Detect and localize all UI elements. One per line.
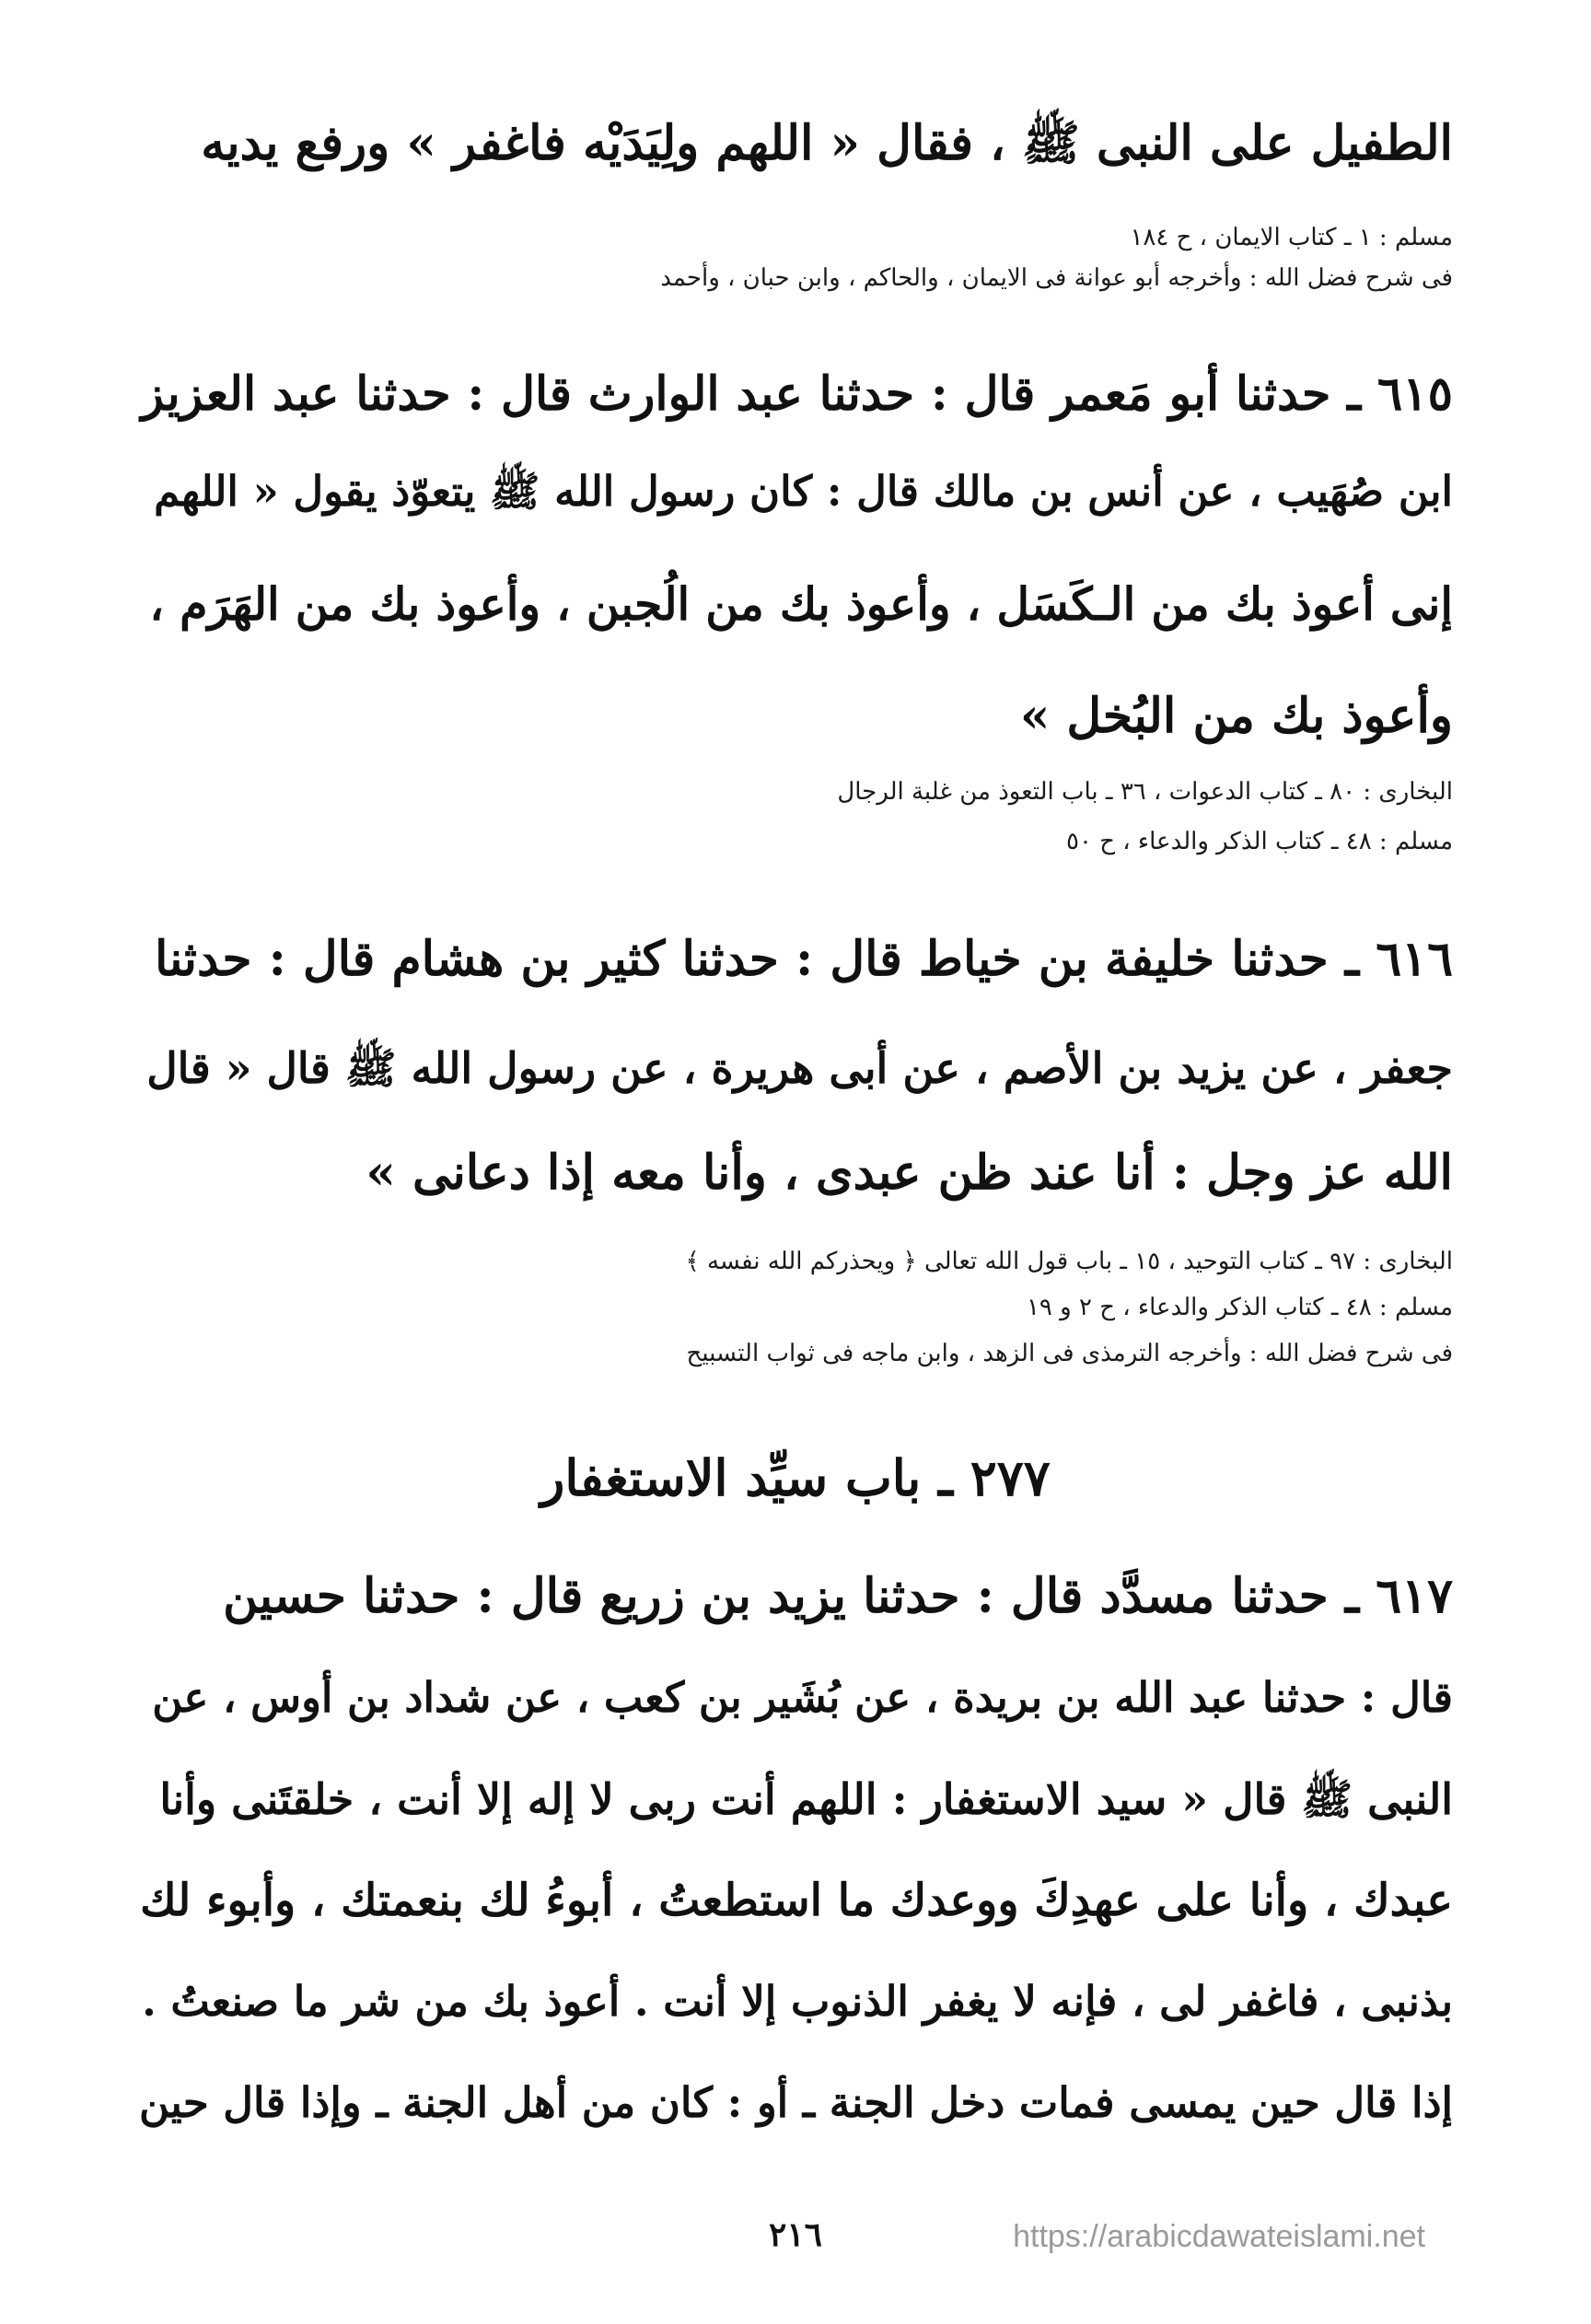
hadith-617-line: النبى ﷺ قال « سيد الاستغفار : اللهم أنت ربى لا إله إلا أنت ، خلقتَنى وأنا (159, 1774, 1453, 1824)
hadith-616-line: الله عز وجل : أنا عند ظن عبدى ، وأنا معه إذا دعانى » (366, 1145, 1453, 1201)
hadith-616-line: ٦١٦ ـ حدثنا خليفة بن خياط قال : حدثنا كثير بن هشام قال : حدثنا (155, 931, 1453, 987)
hadith-617-line: ٦١٧ ـ حدثنا مسدَّد قال : حدثنا يزيد بن زريع قال : حدثنا حسين (223, 1568, 1453, 1624)
page-number: ٢١٦ (768, 2215, 822, 2254)
footnote-line: البخارى : ٨٠ ـ كتاب الدعوات ، ٣٦ ـ باب التعوذ من غلبة الرجال (837, 778, 1453, 806)
watermark-url: https://arabicdawateislami.net (1013, 2219, 1425, 2254)
footnote-line: فى شرح فضل الله : وأخرجه أبو عوانة فى الايمان ، والحاكم ، وابن حبان ، وأحمد (660, 264, 1453, 292)
footnote-line: مسلم : ٤٨ ـ كتاب الذكر والدعاء ، ح ٢ و ١٩ (1026, 1294, 1453, 1321)
hadith-615-line: ٦١٥ ـ حدثنا أبو مَعمر قال : حدثنا عبد الوارث قال : حدثنا عبد العزيز (141, 366, 1453, 422)
hadith-617-line: بذنبى ، فاغفر لى ، فإنه لا يغفر الذنوب إلا أنت . أعوذ بك من شر ما صنعتُ . (142, 1977, 1453, 2026)
hadith-617-line: عبدك ، وأنا على عهدِكَ ووعدك ما استطعتُ ، أبوءُ لك بنعمتك ، وأبوء لك (140, 1875, 1453, 1926)
hadith-617-line: قال : حدثنا عبد الله بن بريدة ، عن بُشَير بن كعب ، عن شداد بن أوس ، عن (152, 1673, 1453, 1722)
hadith-615-line: إنى أعوذ بك من الـكَسَل ، وأعوذ بك من الُجبن ، وأعوذ بك من الهَرَم ، (149, 577, 1453, 631)
footnote-line: مسلم : ٤٨ ـ كتاب الذكر والدعاء ، ح ٥٠ (1066, 828, 1453, 855)
hadith-616-line: جعفر ، عن يزيد بن الأصم ، عن أبى هريرة ، عن رسول الله ﷺ قال « قال (146, 1043, 1453, 1093)
footnote-line: فى شرح فضل الله : وأخرجه الترمذى فى الزهد ، وابن ماجه فى ثواب التسبيح (686, 1340, 1453, 1367)
hadith-617-line: إذا قال حين يمسى فمات دخل الجنة ـ أو : كان من أهل الجنة ـ وإذا قال حين (138, 2078, 1453, 2127)
footnote-line: مسلم : ١ ـ كتاب الايمان ، ح ١٨٤ (1130, 224, 1453, 251)
footnote-line: البخارى : ٩٧ ـ كتاب التوحيد ، ١٥ ـ باب قول الله تعالى ﴿ ويحذركم الله نفسه ﴾ (685, 1248, 1453, 1275)
hadith-615-line: ابن صُهَيب ، عن أنس بن مالك قال : كان رسول الله ﷺ يتعوّذ يقول « اللهم (154, 467, 1453, 516)
chapter-heading: ٢٧٧ ـ باب سيِّد الاستغفار (540, 1448, 1051, 1507)
hadith-615-line: وأعوذ بك من البُخل » (1019, 688, 1453, 744)
top-continuation-line: الطفيل على النبى ﷺ ، فقال « اللهم ولِيَدَيْه فاغفر » ورفع يديه (201, 115, 1453, 171)
